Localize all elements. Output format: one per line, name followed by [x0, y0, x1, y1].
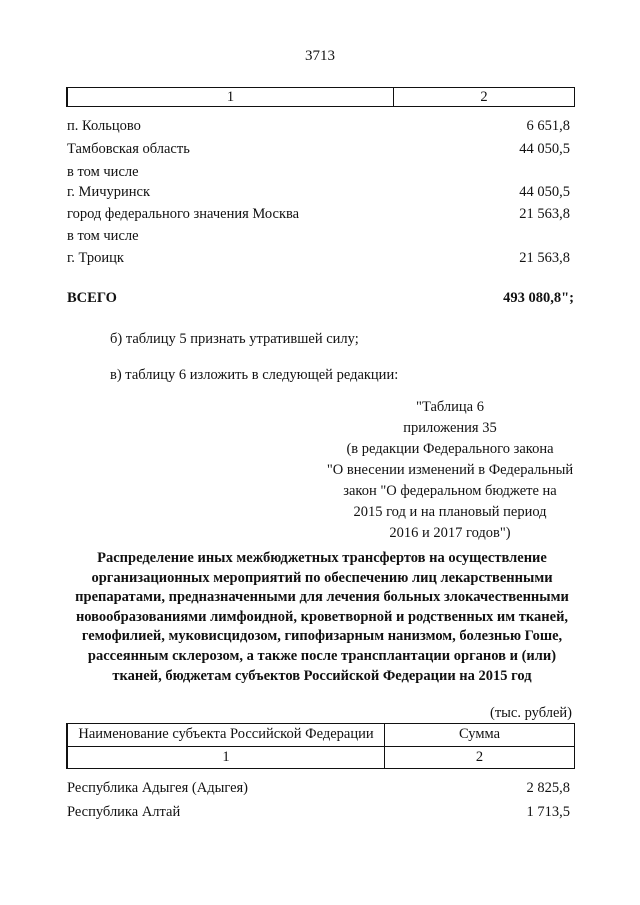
- section-heading: Распределение иных межбюджетных трансфертов на осуществление организационных мероприятий по обеспечению лиц лекарственными препаратами, предназначенными для лечения больных злокачественными новообразованиями лимфоидной, кроветворной и родственных им тканей, гемофилией, муковисцидозом, гипофизарным нанизмом, болезнью Гоше, рассеянным склерозом, а также после трансплантации органов и (или) тканей, бюджетам субъектов Российской Федерации на 2015 год: [75, 550, 569, 684]
- units-label: (тыс. рублей): [490, 705, 572, 721]
- table-caption-line: "О внесении изменений в Федеральный: [326, 462, 574, 478]
- total-label: ВСЕГО: [67, 290, 117, 306]
- table-caption-line: 2016 и 2017 годов"): [389, 525, 511, 541]
- row-value: 44 050,5: [519, 184, 570, 200]
- col-header-sum: Сумма: [458, 726, 501, 742]
- row-name: г. Мичуринск: [67, 184, 151, 200]
- row-name: в том числе: [67, 164, 139, 180]
- row-value: 21 563,8: [519, 250, 570, 266]
- page-number: 3713: [305, 48, 335, 64]
- column-number-1: 1: [68, 88, 394, 106]
- row-value: 6 651,8: [526, 118, 570, 134]
- paragraph-v: в) таблицу 6 изложить в следующей редакции:: [110, 367, 399, 383]
- row-name: в том числе: [67, 228, 139, 244]
- column-number-2: 2: [480, 89, 488, 105]
- table-caption-line: "Таблица 6: [416, 399, 484, 415]
- row-name: г. Троицк: [67, 250, 124, 266]
- row-name: Тамбовская область: [67, 141, 190, 157]
- total-value: 493 080,8";: [503, 290, 574, 306]
- col-header-subject: Наименование субъекта Российской Федерации: [78, 726, 374, 742]
- table-row-name: Республика Алтай: [67, 804, 181, 820]
- table-caption-line: 2015 год и на плановый период: [353, 504, 547, 520]
- row-name: город федерального значения Москва: [67, 206, 300, 222]
- column-number-header: [66, 87, 575, 107]
- distribution-table-header: [66, 723, 575, 769]
- paragraph-b: б) таблицу 5 признать утратившей силу;: [110, 331, 359, 347]
- row-value: 21 563,8: [519, 206, 570, 222]
- table-row-name: Республика Адыгея (Адыгея): [67, 780, 249, 796]
- column-number-2: 2: [475, 749, 484, 765]
- table-row-value: 2 825,8: [526, 780, 570, 796]
- table-caption-line: закон "О федеральном бюджете на: [343, 483, 557, 499]
- row-value: 44 050,5: [519, 141, 570, 157]
- column-number-1: 1: [222, 749, 230, 765]
- table-caption-line: (в редакции Федерального закона: [346, 441, 554, 457]
- table-caption-line: приложения 35: [403, 420, 497, 436]
- row-name: п. Кольцово: [67, 118, 141, 134]
- table-row-value: 1 713,5: [526, 804, 570, 820]
